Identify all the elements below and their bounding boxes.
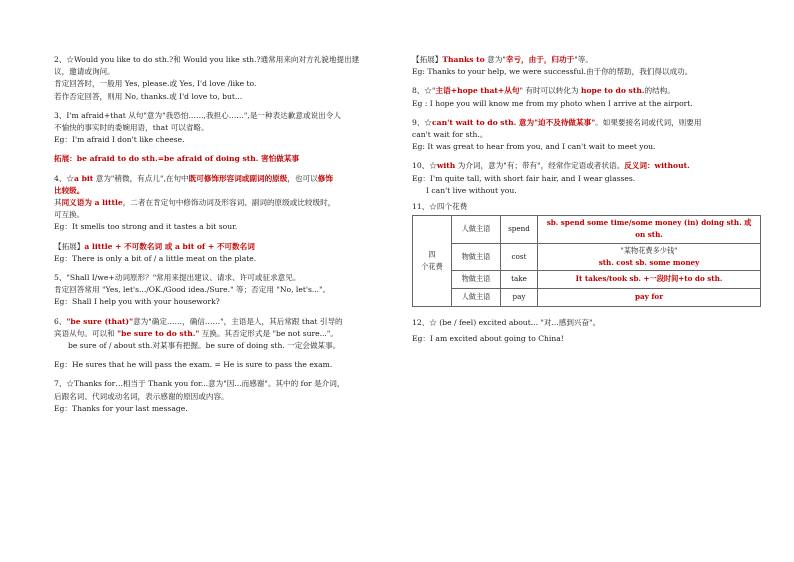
note-line: Eg: It was great to hear from you, and I can't wait to meet you.: [412, 142, 656, 152]
note-segment: "be sure to do sth.": [117, 328, 200, 338]
note-line: Eg：Shall I help you with your housework?: [54, 297, 220, 307]
right-notes-top: [412, 54, 752, 213]
table-cell-verb: spend: [501, 216, 538, 243]
note-line: Eg：I'm quite tall, with short fair hair, and I wear glasses.: [412, 173, 636, 183]
spacer: [412, 78, 752, 85]
note-segment: 【拓展】: [54, 241, 85, 251]
table-cell-pattern: [538, 243, 761, 270]
note-line: [54, 241, 398, 253]
table-row: [413, 216, 761, 243]
note-line: 肯定回答常用 "Yes, let's.../OK./Good idea./Sure." 等；否定用 "No, let's..."。: [54, 285, 331, 295]
note-line: Eg : I hope you will know me from my photo when I arrive at the airport.: [412, 98, 693, 108]
note-segment: can't wait to do sth. 意为"迫不及待做某事": [432, 117, 596, 127]
table-cell-pattern-note: "某物花费多少钱": [620, 245, 678, 255]
table-cell-pattern: It takes/took sb. +一段时间+to do sth.: [538, 271, 761, 289]
note-segment: 的结构。: [644, 86, 675, 96]
note-line: 3、I'm afraid+that 从句"意为"我恐怕……,我担心……",是一种表达歉意或说出令人: [54, 110, 341, 120]
note-segment: 宾语从句。可以和: [54, 328, 118, 338]
note-segment: 6、: [54, 316, 67, 326]
spacer: [54, 309, 398, 316]
note-line: Eg：I'm afraid I don't like cheese.: [54, 135, 185, 145]
note-line: Eg：Thanks for your last message.: [54, 403, 188, 413]
note-segment: 意为"确定……，确信……"，主语是人，其后常跟 that 引导的: [133, 316, 343, 326]
note-segment: " 有时可以转化为: [519, 86, 581, 96]
note-segment: 意为"稍微，有点儿",在句中: [93, 173, 189, 183]
note-segment: 修饰: [317, 173, 333, 183]
note-line: [412, 85, 752, 97]
note-segment: ，二者在肯定句中修饰动词及形容词、副词的原级或比较级时，: [122, 198, 336, 208]
note-segment: 【拓展】: [412, 55, 443, 64]
note-line: [54, 328, 398, 340]
table-group-label: 四 个花费: [413, 216, 452, 307]
note-line: 7、☆Thanks for…相当于 Thank you for...意为"因...而感谢"。其中的 for 是介词，: [54, 379, 345, 389]
table-row: [413, 271, 761, 289]
spacer: [54, 371, 398, 378]
spacer: [54, 234, 398, 241]
note-line: [412, 117, 752, 129]
note-segment: Thanks to: [442, 55, 485, 64]
note-line: [54, 173, 398, 185]
note-line: Eg：There is only a bit of / a little meat on the plate.: [54, 253, 257, 263]
spacer: [412, 153, 752, 160]
note-segment: "等。: [574, 55, 593, 64]
note-line: [412, 160, 752, 172]
note-segment: a little + 不可数名词 或 a bit of + 不可数名词: [84, 241, 255, 251]
note-segment: with: [436, 161, 456, 171]
note-segment: hope to do sth.: [580, 86, 645, 96]
note-line: 若作否定回答，则用 No, thanks.或 I'd love to, but...: [54, 91, 243, 101]
note-segment: "be sure (that)": [66, 316, 134, 326]
table-cell-subject: 人做主语: [452, 216, 501, 243]
note-line: Eg：He sures that he will pass the exam. = He is sure to pass the exam.: [54, 360, 333, 370]
note-line: 比较级。: [54, 185, 85, 195]
note-segment: 意为": [484, 55, 506, 64]
note-segment: 反义词：without.: [624, 161, 690, 171]
table-cell-pattern: sb. spend some time/some money (in) doing sth. 或 on sth.: [538, 216, 761, 243]
note-segment: 为介词，意为"有；带有"，经常作定语或者状语。: [455, 161, 625, 171]
note-line: Eg：I am excited about going to China!: [412, 334, 564, 344]
table-cell-verb: cost: [501, 243, 538, 270]
note-line: 11、☆四个花费: [412, 202, 468, 212]
note-segment: 。如果要接名词或代词，则要用: [595, 117, 702, 127]
table-cell-verb: take: [501, 271, 538, 289]
note-line: Eg: Thanks to your help, we were successful.由于你的帮助，我们得以成功。: [412, 67, 693, 77]
spending-table: [412, 215, 761, 307]
note-segment: 互换。其否定形式是 "be not sure..."。: [199, 328, 338, 338]
note-line: I can't live without you.: [426, 185, 517, 195]
spacer: [54, 103, 398, 110]
note-segment: 10、☆: [412, 161, 437, 171]
note-line: 不愉快的事实时的委婉用语，that 可以省略。: [54, 123, 209, 133]
table-cell-subject: 人做主语: [452, 289, 501, 307]
note-line: 肯定回答时，一般用 Yes, please.或 Yes, I'd love /like to.: [54, 79, 257, 89]
note-line: 5、"Shall I/we+动词原形？"常用来提出建议、请求、许可或征求意见。: [54, 273, 301, 283]
note-line: [54, 316, 398, 328]
note-line: 后跟名词、代词或动名词，表示感谢的原因或内容。: [54, 391, 229, 401]
note-segment: 9、☆: [412, 117, 433, 127]
table-row: [413, 243, 761, 270]
note-line: be sure of / about sth.对某事有把握。be sure of doing sth. 一定会做某事。: [68, 341, 341, 351]
table-cell-subject: 物做主语: [452, 243, 501, 270]
table-cell-pattern-formula: sth. cost sb. some money: [598, 257, 700, 267]
note-line: 2、☆Would you like to do sth.?和 Would you like sth.?通常用来向对方礼貌地提出建: [54, 55, 360, 64]
left-column: [54, 54, 398, 415]
note-segment: 4、☆: [54, 173, 75, 183]
right-column: [412, 54, 752, 345]
note-line: 拓展：be afraid to do sth.=be afraid of doing sth. 害怕做某事: [54, 154, 300, 164]
table-cell-subject: 物做主语: [452, 271, 501, 289]
spacer: [54, 166, 398, 173]
spacer: [412, 110, 752, 117]
note-line: can't wait for sth.。: [412, 130, 488, 140]
right-notes-bottom: [412, 317, 752, 345]
note-line: [54, 197, 398, 209]
spacer: [54, 146, 398, 153]
note-segment: 主语+hope that+从句: [435, 86, 520, 96]
spacer: [54, 352, 398, 359]
table-cell-pattern: pay for: [538, 289, 761, 307]
note-line: 12、☆ (be / feel) excited about... "对...感到兴奋"。: [412, 318, 601, 328]
table-row: [413, 289, 761, 307]
note-segment: 8、☆": [412, 86, 436, 96]
note-line: 可互换。: [54, 210, 85, 220]
table-cell-verb: pay: [501, 289, 538, 307]
note-segment: 幸亏，由于，归功于: [505, 55, 575, 64]
note-segment: 其: [54, 198, 62, 208]
note-segment: 同义语为 a little: [61, 198, 123, 208]
note-line: [412, 54, 752, 66]
note-line: Eg：It smells too strong and it tastes a bit sour.: [54, 222, 238, 232]
note-line: 议，邀请或询问。: [54, 67, 115, 77]
note-segment: a bit: [74, 173, 94, 183]
note-segment: ，也可以: [287, 173, 318, 183]
note-segment: 既可修饰形容词或副词的原级: [188, 173, 288, 183]
spacer: [54, 265, 398, 272]
